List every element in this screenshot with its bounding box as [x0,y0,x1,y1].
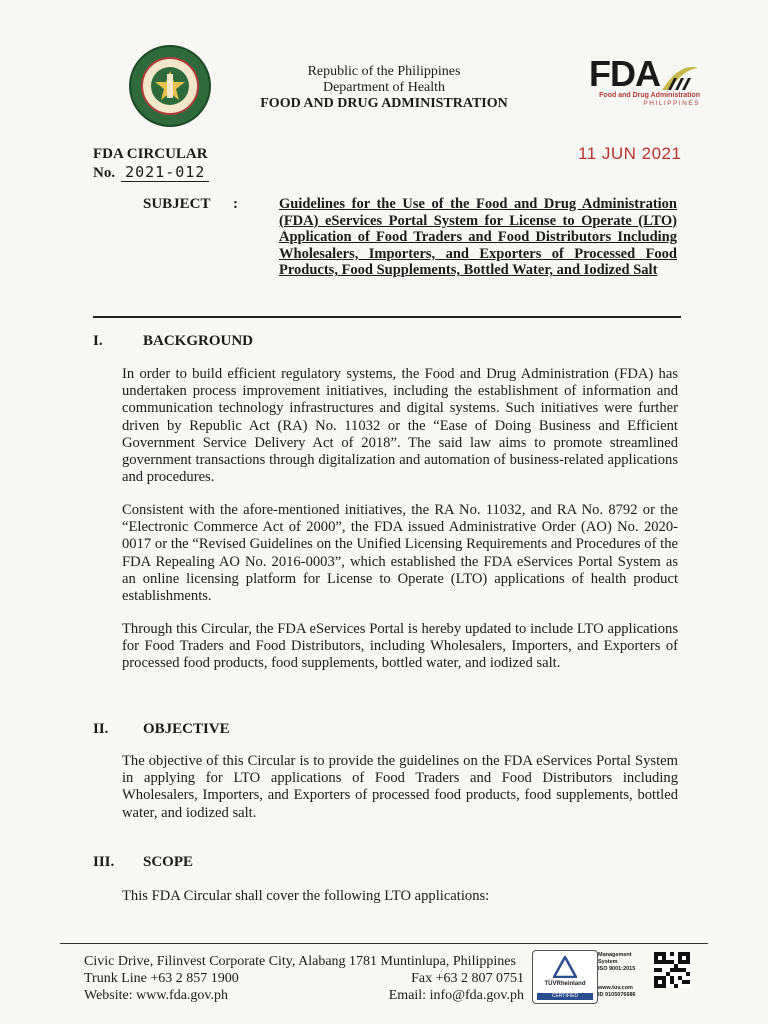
circular-label: FDA CIRCULAR [93,146,208,162]
tuv-certification-badge [532,950,598,1004]
footer-fax: Fax +63 2 807 0751 [411,971,524,986]
subject-colon: : [233,196,238,212]
section-3-number: III. [93,854,115,870]
iso-line-2: System [598,959,618,965]
background-paragraph-2: Consistent with the afore-mentioned initiatives, the RA No. 11032, and RA No. 8792 or the “Electronic Commerce Act of 2000”, the FDA issued Administrative Order (AO) No. 2020-0017 or the “Revised Guidelines on the Unified Licensing Requirements and Procedures of the FDA Repealing AO No. 2016-0003”, which established the FDA eServices Portal System as an online licensing platform for License to Operate (LTO) applications of health product establishments. [122,502,678,605]
footer-website: Website: www.fda.gov.ph [84,988,229,1003]
agency-name: FOOD AND DRUG ADMINISTRATION [260,96,508,111]
iso-line-1: Management [598,952,632,958]
department-name: Department of Health [322,80,446,95]
fda-logo-subtitle: Food and Drug Administration [599,92,700,99]
iso-info [598,952,654,999]
section-2-title: OBJECTIVE [143,721,230,737]
footer-address: Civic Drive, Filinvest Corporate City, Alabang 1781 Muntinlupa, Philippines [84,954,516,969]
section-1-title: BACKGROUND [143,333,254,349]
circular-no-label: No. [93,165,116,181]
footer-contact [84,953,524,1004]
footer-email: Email: info@fda.gov.ph [388,988,524,1003]
swoosh-icon [660,62,700,92]
fda-logo-text: FDA [589,53,660,94]
scope-paragraph: This FDA Circular shall cover the following LTO applications: [122,888,490,904]
cert-bar: CERTIFIED [537,993,593,1000]
circular-number-line [93,163,209,182]
iso-line-3: ISO 9001:2015 [598,966,636,972]
section-3-title: SCOPE [143,854,194,870]
subject-label: SUBJECT [143,196,211,212]
subject-divider [93,316,681,318]
section-1-number: I. [93,333,103,349]
iso-line-4: www.tuv.com [598,985,633,991]
section-2-number: II. [93,721,109,737]
iso-line-5: ID 9105076686 [598,992,636,998]
objective-paragraph: The objective of this Circular is to provide the guidelines on the FDA eServices Portal System in applying for LTO applications of Food Traders and Food Distributors including Wholesalers, Importers, and Exporters of processed food products, food supplements, bottled water, and iodized salt. [122,753,678,821]
cert-name: TÜVRheinland [544,981,586,987]
triangle-icon [553,956,577,978]
qr-code-icon [654,952,690,988]
footer-divider [60,943,708,944]
fda-logo-country: PHILIPPINES [643,100,700,107]
circular-date-stamp: 11 JUN 2021 [578,144,682,163]
background-paragraph-3: Through this Circular, the FDA eServices Portal is hereby updated to include LTO applications for Food Traders and Food Distributors, including Wholesalers, Importers, and Exporters of processed food products, food supplements, bottled water, and iodized salt. [122,621,678,672]
footer-trunk-line: Trunk Line +63 2 857 1900 [84,971,239,986]
country-name: Republic of the Philippines [307,64,461,79]
background-paragraph-1: In order to build efficient regulatory systems, the Food and Drug Administration (FDA) has undertaken process improvement initiatives, including the establishment of information and communication technology infrastructures and digital systems. Such initiatives were further driven by Republic Act (RA) No. 11032 or the “Ease of Doing Business and Efficient Government Service Delivery Act of 2018”. The said law aims to promote streamlined government transactions through digitalization and automation of business-related applications and procedures. [122,366,678,486]
fda-logo [558,53,700,118]
circular-number: 2021-012 [121,163,209,182]
subject-text: Guidelines for the Use of the Food and Drug Administration (FDA) eServices Portal System for License to Operate (LTO) Application of Food Traders and Food Distributors Including Wholesalers, Importers, and Exporters of Processed Food Products, Food Supplements, Bottled Water, and Iodized Salt [279,196,677,279]
